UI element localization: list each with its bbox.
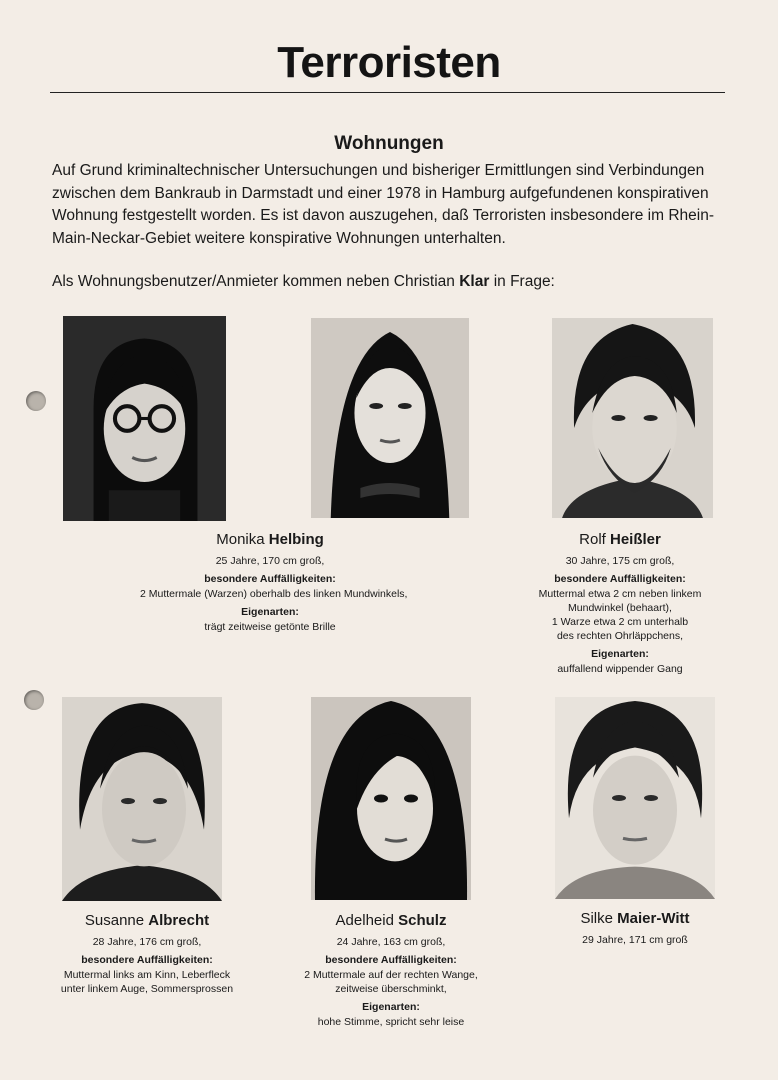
punch-hole (24, 690, 44, 710)
traits-label: Eigenarten: (591, 648, 649, 660)
age-height: 28 Jahre, 176 cm groß, (92, 936, 202, 948)
features-line: des rechten Ohrläppchens, (556, 630, 684, 642)
intro-line: Main-Neckar-Gebiet weitere konspirative Wohnungen unterhalten. (52, 229, 506, 247)
features-line: zeitweise überschminkt, (335, 983, 447, 995)
portrait-photo (63, 316, 226, 521)
last-name: Maier-Witt (617, 910, 690, 927)
section-heading: Wohnungen (334, 133, 444, 154)
last-name: Albrecht (148, 912, 210, 929)
person-name (535, 909, 735, 929)
last-name: Heißler (609, 531, 661, 548)
punch-hole (26, 391, 46, 411)
page-title: Terroristen (277, 38, 501, 87)
first-name: Monika (216, 531, 269, 548)
lead-text: Als Wohnungsbenutzer/Anmieter kommen neben Christian (52, 273, 460, 290)
traits-label: Eigenarten: (362, 1001, 420, 1013)
age-height: 29 Jahre, 171 cm groß (582, 934, 688, 946)
title-divider (50, 92, 725, 93)
features-line: 2 Muttermale auf der rechten Wange, (304, 969, 478, 981)
features-label: besondere Auffälligkeiten: (325, 954, 457, 966)
features-label: besondere Auffälligkeiten: (554, 573, 686, 585)
intro-line: zwischen dem Bankraub in Darmstadt und einer 1978 in Hamburg aufgefundenen konspirativen (52, 184, 709, 202)
person-name (286, 911, 496, 931)
portrait-photo (555, 697, 715, 899)
portrait-photo (552, 318, 713, 518)
features-line: Muttermal etwa 2 cm neben linkem (538, 588, 702, 600)
intro-paragraph (52, 160, 742, 250)
portrait-photo (311, 697, 471, 900)
features-line: 1 Warze etwa 2 cm unterhalb (551, 616, 689, 628)
person-card (47, 911, 247, 996)
person-card (286, 911, 496, 1029)
features-line: Muttermal links am Kinn, Leberfleck (63, 969, 231, 981)
features-label: besondere Auffälligkeiten: (204, 573, 336, 585)
portrait-photo (311, 318, 469, 518)
intro-line: Auf Grund kriminaltechnischer Untersuchungen und bisheriger Ermittlungen sind Verbindungen (52, 162, 705, 179)
lead-bold-name: Klar (459, 273, 490, 290)
features-line: unter linkem Auge, Sommersprossen (60, 983, 234, 995)
person-card (520, 530, 720, 676)
traits-line: hohe Stimme, spricht sehr leise (317, 1016, 465, 1028)
first-name: Rolf (579, 531, 610, 548)
person-card (535, 909, 735, 947)
person-card (140, 530, 408, 634)
age-height: 24 Jahre, 163 cm groß, (336, 936, 446, 948)
age-height: 30 Jahre, 175 cm groß, (565, 555, 675, 567)
person-name (520, 530, 720, 550)
last-name: Schulz (398, 912, 447, 929)
intro-line: Wohnung festgestellt worden. Es ist davon auszugehen, daß Terroristen insbesondere im Rhein- (52, 207, 714, 224)
lead-text-end: in Frage: (489, 273, 555, 290)
first-name: Adelheid (335, 912, 399, 929)
features-label: besondere Auffälligkeiten: (81, 954, 213, 966)
portrait-photo (62, 697, 222, 901)
traits-label: Eigenarten: (241, 606, 299, 618)
person-name (47, 911, 247, 931)
first-name: Susanne (84, 912, 149, 929)
last-name: Helbing (268, 531, 324, 548)
features-line: Mundwinkel (behaart), (568, 602, 672, 614)
traits-line: auffallend wippender Gang (557, 663, 683, 675)
person-name (140, 530, 400, 550)
first-name: Silke (580, 910, 618, 927)
lead-sentence (52, 273, 742, 291)
features-line: 2 Muttermale (Warzen) oberhalb des linken Mundwinkels, (140, 588, 408, 600)
traits-line: trägt zeitweise getönte Brille (204, 621, 336, 633)
age-height: 25 Jahre, 170 cm groß, (215, 555, 325, 567)
